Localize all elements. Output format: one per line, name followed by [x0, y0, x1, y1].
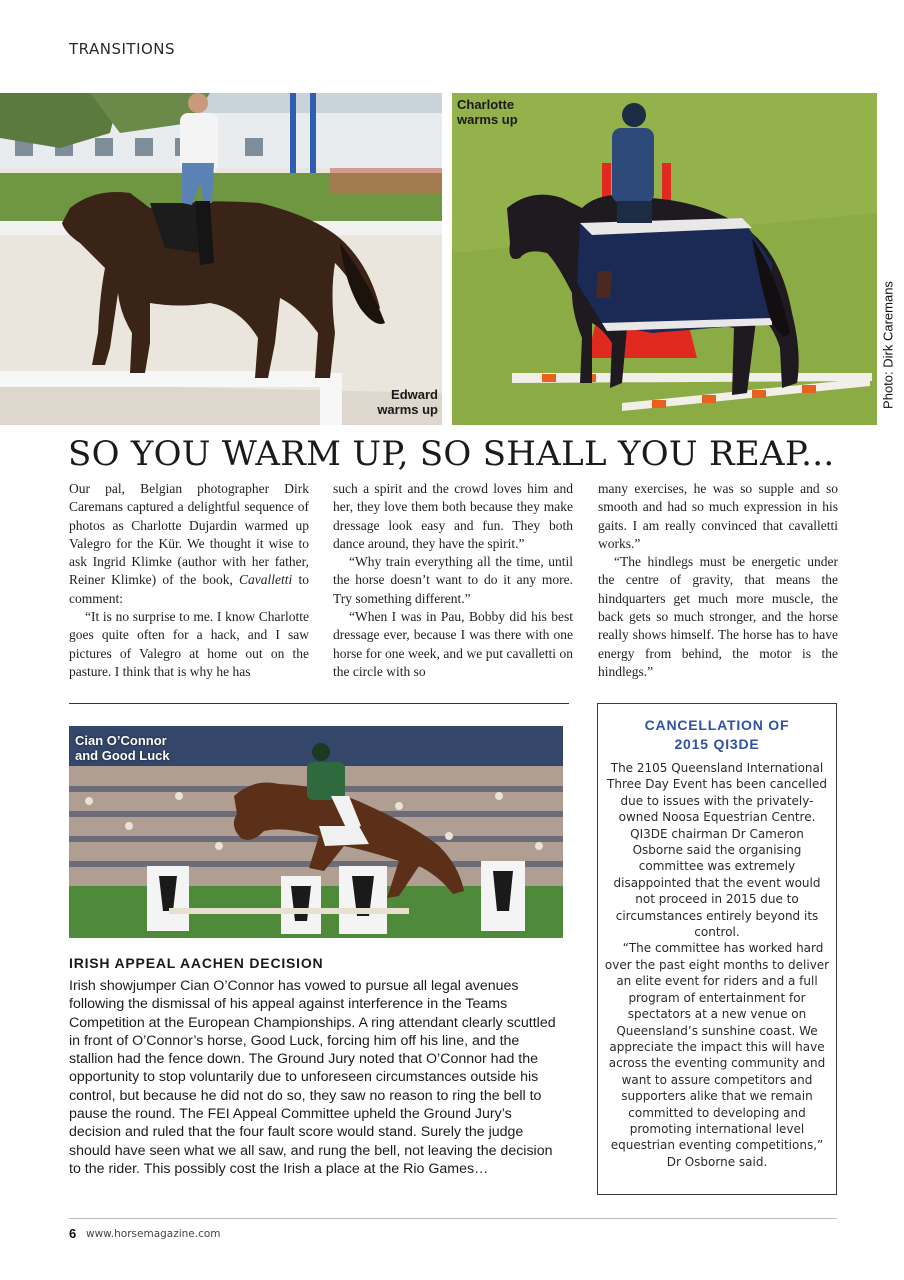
article-paragraph: such a spirit and the crowd loves him and her, they love them both because they make dressage look easy and fun. They both dance around, they have the spirit.” [333, 481, 573, 551]
article-paragraph: many exercises, he was so supple and so smooth and had so much expression in his gaits. I am really convinced that cavalletti works.” [598, 481, 838, 551]
irish-heading: IRISH APPEAL AACHEN DECISION [69, 955, 324, 971]
cian-photo [69, 726, 563, 938]
article-paragraph: “The hindlegs must be energetic under the centre of gravity, that means the hindquarters get much more muscle, the back gets so much stronger, and the horse really shows himself. The horse has to have energy from behind, the motor is the hindlegs.” [598, 554, 838, 679]
cian-caption-line2: and Good Luck [75, 748, 170, 763]
cian-caption [75, 733, 215, 763]
charlotte-caption [457, 97, 537, 127]
sidebar-paragraph: The 2105 Queensland International Three Day Event has been cancelled due to issues with the privately-owned Noosa Equestrian Centre. QI3DE chairman Dr Cameron Osborne said the organising committee was extremely disappointed that the event would not proceed in 2015 due to circumstances entirely beyond its control. [607, 761, 827, 940]
footer-url: www.horsemagazine.com [86, 1228, 221, 1240]
article-column-2 [333, 480, 573, 681]
article-paragraph [69, 480, 309, 608]
section-label: TRANSITIONS [69, 40, 176, 58]
photo-credit [878, 275, 898, 415]
section-divider [69, 703, 569, 704]
edward-photo [0, 93, 442, 425]
charlotte-photo [452, 93, 877, 425]
edward-caption-line1: Edward [391, 387, 438, 402]
article-column-3 [598, 480, 838, 681]
article-text: to comment: [69, 572, 309, 606]
photo-credit-text: Photo: Dirk Caremans [880, 281, 896, 409]
page-number: 6 [69, 1226, 77, 1241]
article-column-1 [69, 480, 309, 681]
sidebar-body [604, 760, 830, 1170]
charlotte-caption-line2: warms up [457, 112, 518, 127]
article-paragraph: “It is no surprise to me. I know Charlotte goes quite often for a hack, and I saw pictures of Valegro at home out on the pasture. I think that is why he has [69, 609, 309, 679]
sidebar-paragraph: “The committee has worked hard over the past eight months to deliver an elite event for riders and a full program of entertainment for spectators at a new venue on Queensland’s sunshine coast. We appreciate the impact this will have across the eventing community and want to assure competitors and supporters alike that we remain committed to developing and promoting international level equestrian eventing competitions,” Dr Osborne said. [604, 941, 830, 1169]
sidebar-title [604, 716, 830, 754]
book-title: Cavalletti [239, 572, 293, 588]
sidebar-title-line1: CANCELLATION OF [644, 717, 790, 733]
article-text: Our pal, Belgian photographer Dirk Caremans captured a delightful sequence of photos as Charlotte Dujardin warmed up Valegro for the Kür. We thought it wise to ask Ingrid Klimke (author with her father, Reiner Klimke) of the book, [69, 481, 309, 588]
article-paragraph: “Why train everything all the time, until the horse doesn’t want to do it any more. Try something different.” [333, 554, 573, 606]
cancellation-sidebar [597, 703, 837, 1195]
edward-caption [360, 387, 438, 417]
irish-body: Irish showjumper Cian O’Connor has vowed to pursue all legal avenues following the dismissal of his appeal against interference in the Teams Competition at the European Championships. A ring attendant clearly scuttled in front of O’Connor’s horse, Good Luck, forcing him off his line, and the stallion had the fence down. The Ground Jury noted that O’Connor had the opportunity to stop voluntarily due to unforeseen circumstances outside his control, but because he did not do so, they saw no reason to ring the bell to pause the round. The FEI Appeal Committee upheld the Ground Jury’s decision and ruled that the four fault score would stand. Surely the judge should have seen what we all saw, and rung the bell, not leaving the decision to the rider. This possibly cost the Irish a place at the Rio Games… [69, 978, 556, 1177]
article-headline: SO YOU WARM UP, SO SHALL YOU REAP... [68, 434, 835, 474]
edward-caption-line2: warms up [377, 402, 438, 417]
charlotte-caption-line1: Charlotte [457, 97, 515, 112]
footer-rule [69, 1218, 837, 1219]
cian-caption-line1: Cian O’Connor [75, 733, 167, 748]
sidebar-title-line2: 2015 QI3DE [674, 736, 760, 752]
article-paragraph: “When I was in Pau, Bobby did his best dressage ever, because I was there with one horse for one week, and we put cavalletti on the circle with so [333, 609, 573, 679]
